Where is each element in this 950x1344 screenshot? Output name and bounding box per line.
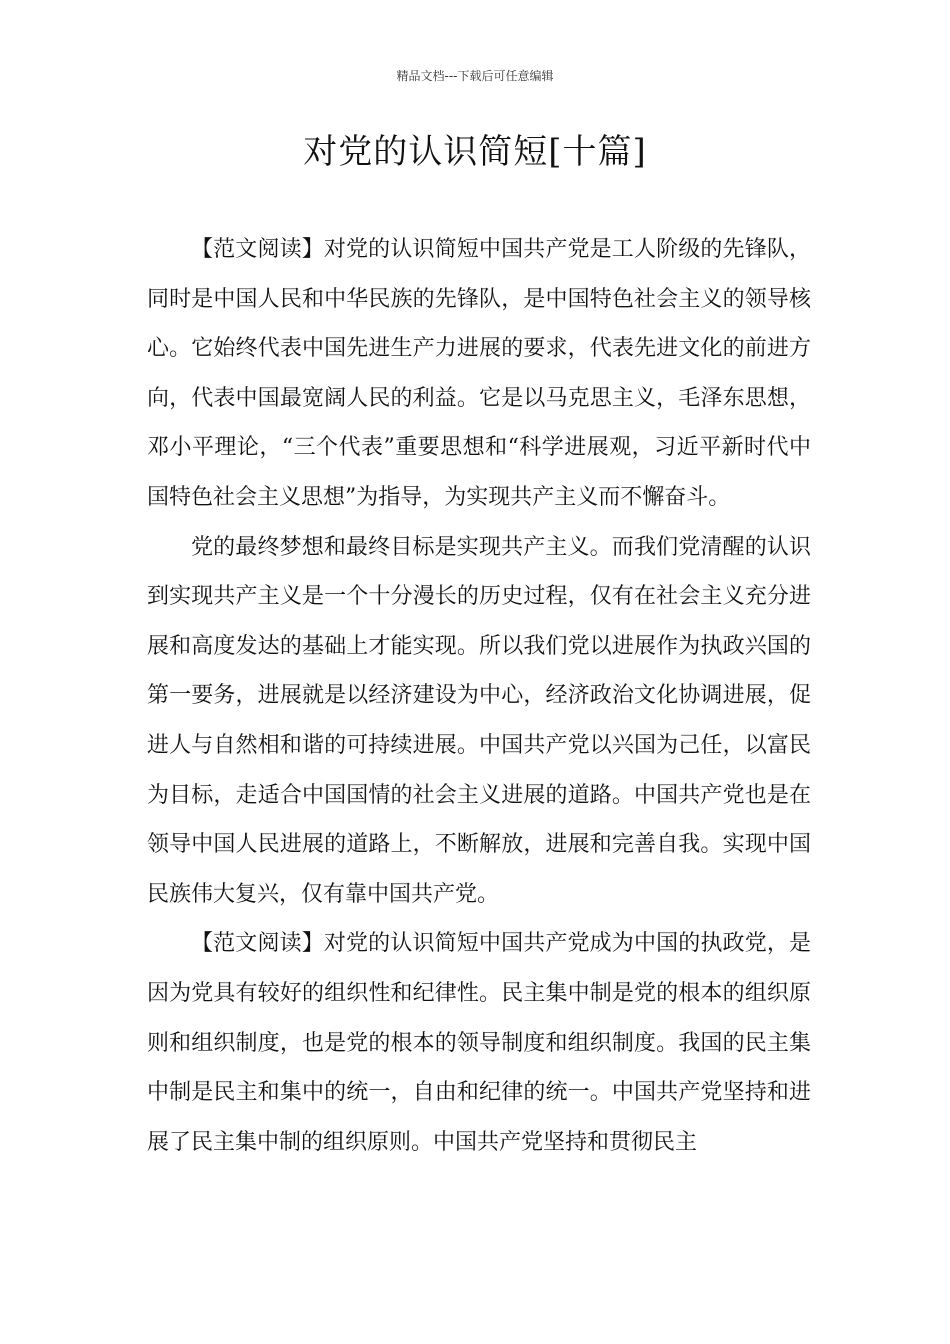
body-paragraph-3: 【范文阅读】对党的认识简短中国共产党成为中国的执政党，是因为党具有较好的组织性和纪律性。民主集中制是党的根本的组织原则和组织制度，也是党的根本的领导制度和组织制度。我国的民主集中制是民主和集中的统一，自由和纪律的统一。中国共产党坚持和进展了民主集中制的组织原则。中国共产党坚持和贯彻民主 <box>147 931 811 1155</box>
page-header-note: 精品文档---下载后可任意编辑 <box>396 69 554 83</box>
body-paragraph-1: 【范文阅读】对党的认识简短中国共产党是工人阶级的先锋队，同时是中国人民和中华民族的先锋队，是中国特色社会主义的领导核心。它始终代表中国先进生产力进展的要求，代表先进文化的前进方向，代表中国最宽阔人民的利益。它是以马克思主义，毛泽东思想，邓小平理论，“三个代表”重要思想和“科学进展观，习近平新时代中国特色社会主义思想”为指导，为实现共产主义而不懈奋斗。 <box>147 237 811 510</box>
document-body <box>147 225 811 1167</box>
document-title: 对党的认识简短[十篇] <box>303 132 647 172</box>
body-paragraph-2: 党的最终梦想和最终目标是实现共产主义。而我们党清醒的认识到实现共产主义是一个十分漫长的历史过程，仅有在社会主义充分进展和高度发达的基础上才能实现。所以我们党以进展作为执政兴国的第一要务，进展就是以经济建设为中心，经济政治文化协调进展，促进人与自然相和谐的可持续进展。中国共产党以兴国为己任，以富民为目标，走适合中国国情的社会主义进展的道路。中国共产党也是在领导中国人民进展的道路上，不断解放，进展和完善自我。实现中国民族伟大复兴，仅有靠中国共产党。 <box>147 534 811 907</box>
